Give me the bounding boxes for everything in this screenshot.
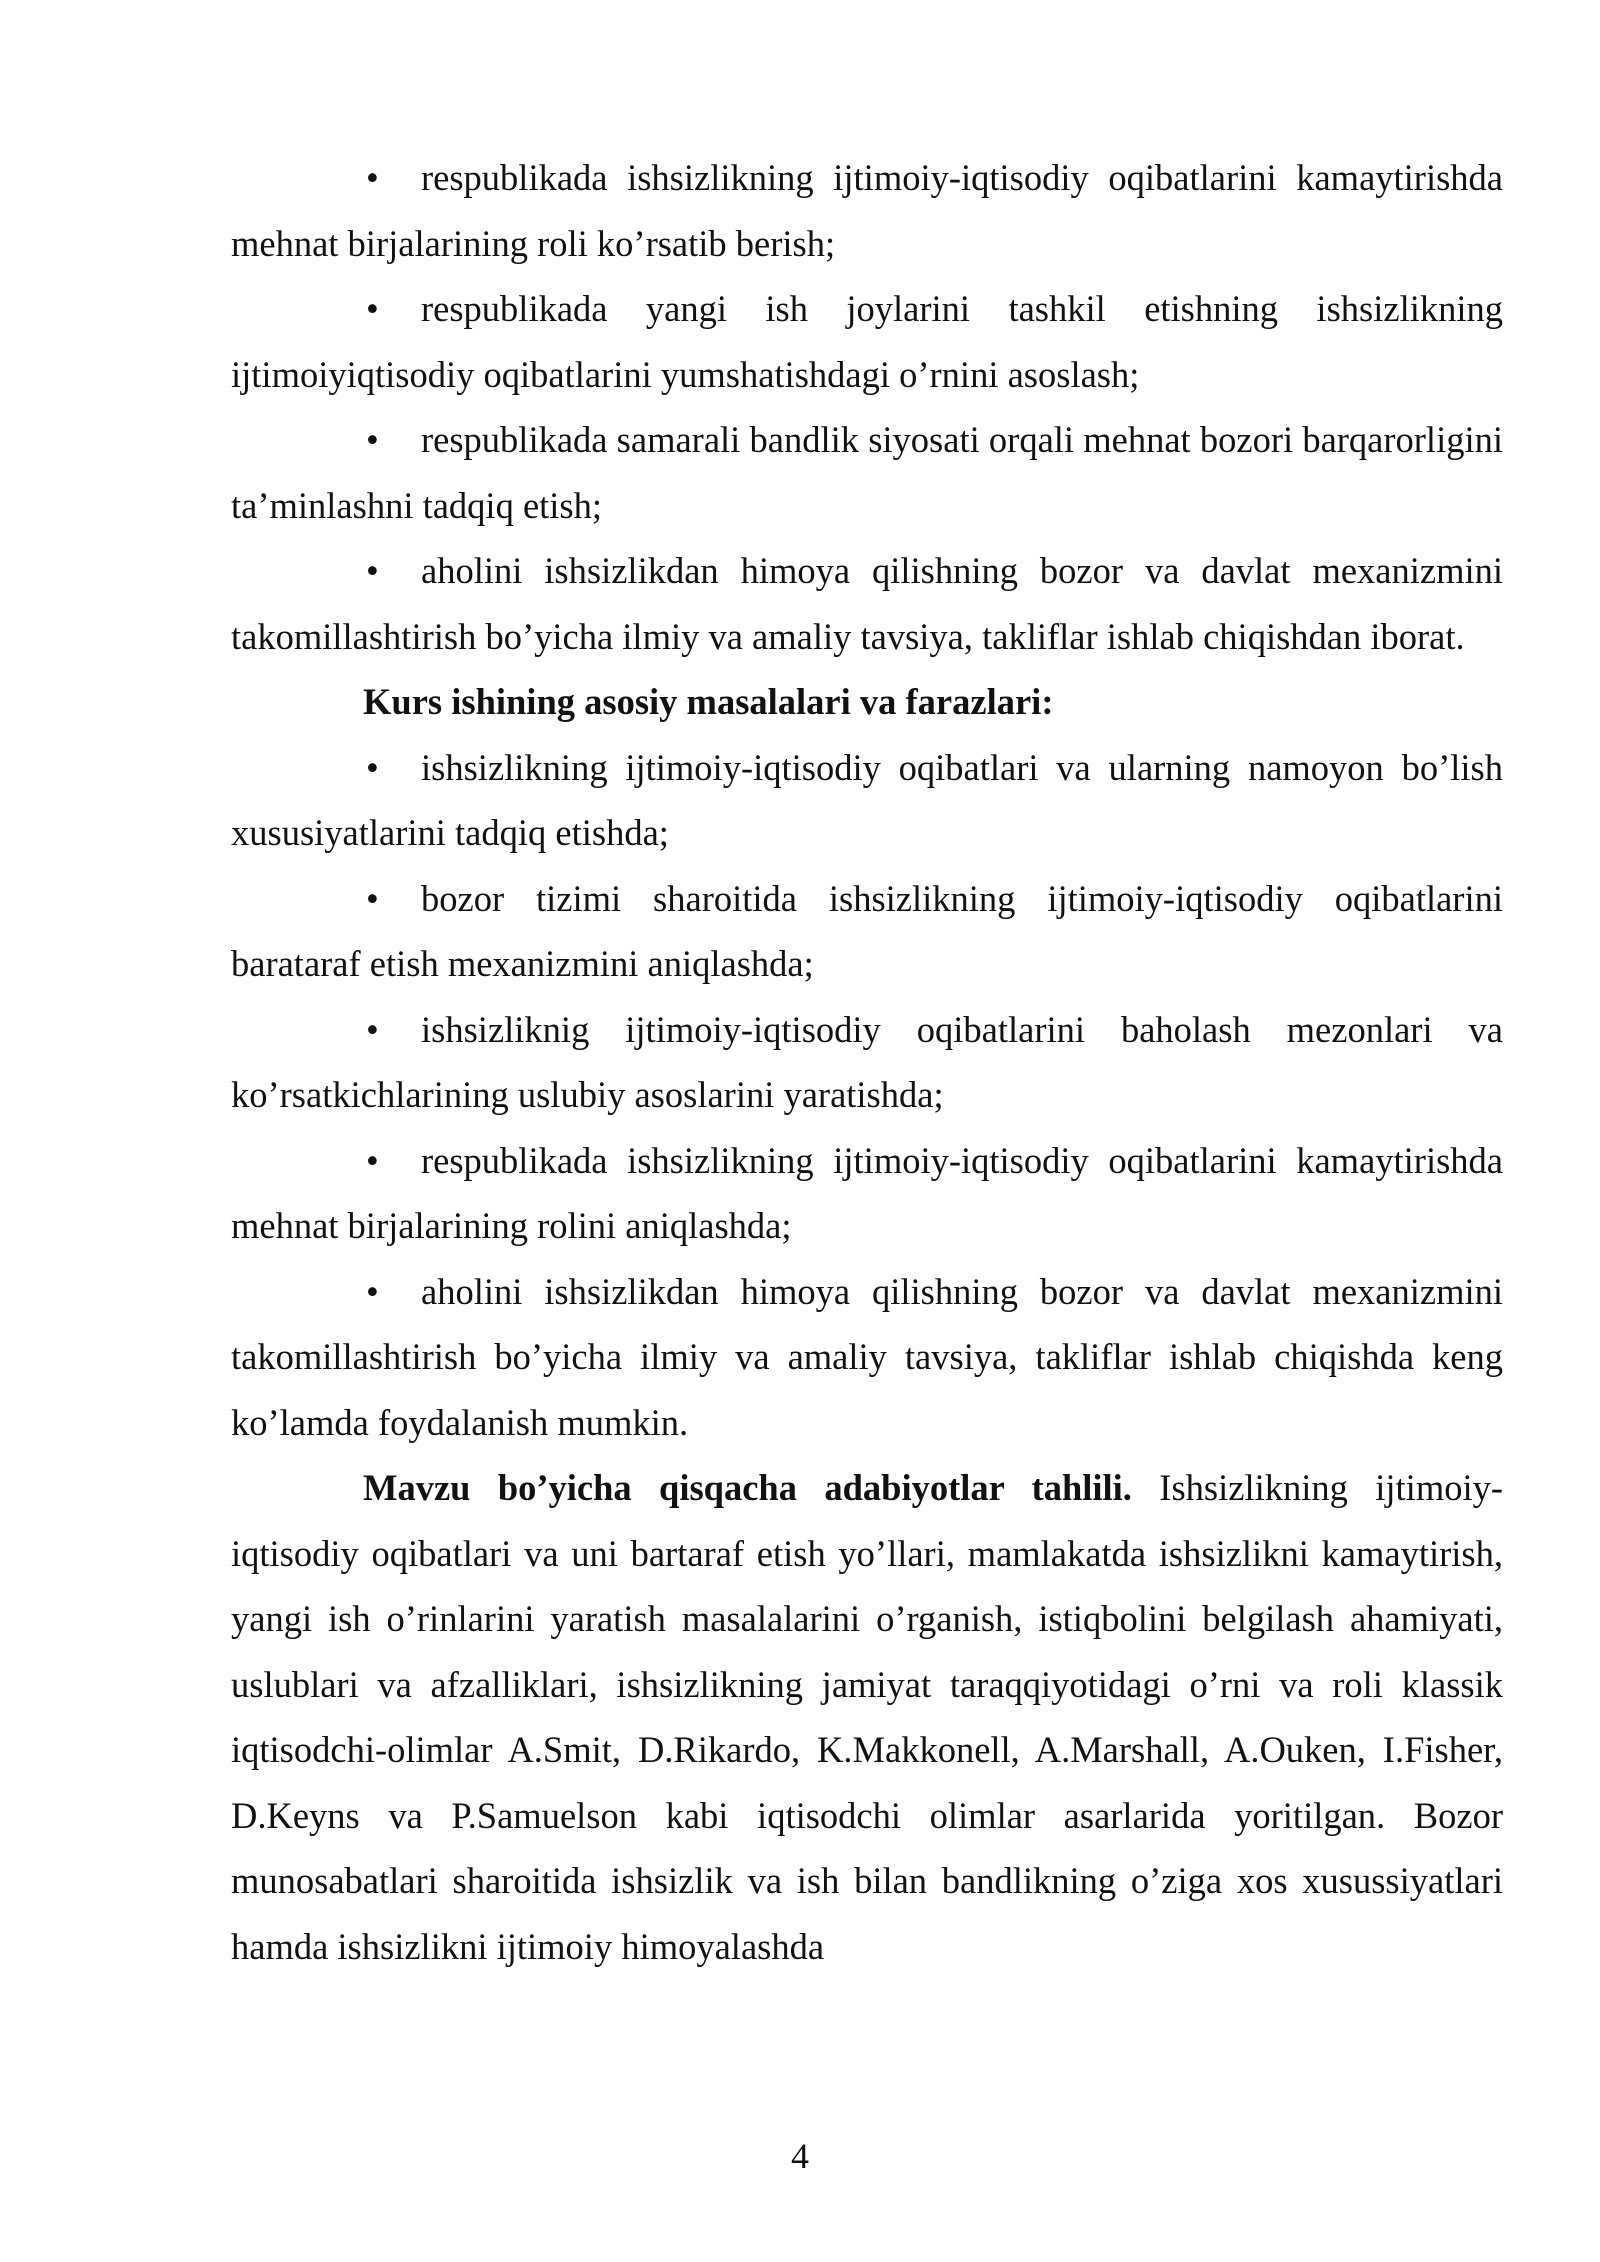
bullet-icon: •	[366, 550, 379, 591]
bullet-icon: •	[366, 288, 379, 329]
literature-review-text: Ishsizlikning ijtimoiy-iqtisodiy oqibatlari va uni bartaraf etish yo’llari, mamlakatda ishsizlikni kamaytirish, yangi ish o’rinlarini yaratish masalalarini o’rganish, istiqbolini belgilash ahamiyati, uslublari va afzalliklari, ishsizlikning jamiyat taraqqiyotidagi o’rni va roli klassik iqtisodchi-olimlar A.Smit, D.Rikardo, K.Makkonell, A.Marshall, A.Ouken, I.Fisher, D.Keyns va P.Samuelson kabi iqtisodchi olimlar asarlarida yoritilgan. Bozor munosabatlari sharoitida ishsizlik va ish bilan bandlikning o’ziga xos xusussiyatlari hamda ishsizlikni ijtimoiy himoyalashda	[231, 1467, 1503, 1967]
bullet-icon: •	[366, 1270, 379, 1312]
list-item: • respublikada samarali bandlik siyosati orqali mehnat bozori barqarorligini ta’minlashni tadqiq etish;	[231, 407, 1503, 538]
page-number: 4	[791, 2136, 809, 2176]
list-item: • ishsizlikning ijtimoiy-iqtisodiy oqibatlari va ularning namoyon bo’lish xususiyatlarini tadqiq etishda;	[231, 735, 1503, 866]
list-item: • bozor tizimi sharoitida ishsizlikning ijtimoiy-iqtisodiy oqibatlarini barataraf etish mexanizmini aniqlashda;	[231, 866, 1503, 997]
list-item: • aholini ishsizlikdan himoya qilishning bozor va davlat mexanizmini takomillashtirish bo’yicha ilmiy va amaliy tavsiya, takliflar ishlab chiqishda keng ko’lamda foydalanish mumkin.	[231, 1259, 1503, 1456]
literature-review-heading: Mavzu bo’yicha qisqacha adabiyotlar tahlili.	[363, 1467, 1132, 1508]
list-item: • aholini ishsizlikdan himoya qilishning bozor va davlat mexanizmini takomillashtirish bo’yicha ilmiy va amaliy tavsiya, takliflar ishlab chiqishdan iborat.	[231, 538, 1503, 669]
list-item: • respublikada yangi ish joylarini tashkil etishning ishsizlikning ijtimoiyiqtisodiy oqibatlarini yumshatishdagi o’rnini asoslash;	[231, 276, 1503, 407]
bullet-icon: •	[366, 877, 379, 919]
document-body	[231, 145, 1503, 1979]
list-item: • respublikada ishsizlikning ijtimoiy-iqtisodiy oqibatlarini kamaytirishda mehnat birjalarining rolini aniqlashda;	[231, 1128, 1503, 1259]
list-item: • respublikada ishsizlikning ijtimoiy-iqtisodiy oqibatlarini kamaytirishda mehnat birjalarining roli ko’rsatib berish;	[231, 145, 1503, 276]
bullet-icon: •	[366, 746, 379, 788]
list-item: • ishsizliknig ijtimoiy-iqtisodiy oqibatlarini baholash mezonlari va ko’rsatkichlarining uslubiy asoslarini yaratishda;	[231, 997, 1503, 1128]
bullet-icon: •	[366, 1139, 379, 1181]
bullet-icon: •	[366, 419, 379, 460]
bullet-icon: •	[366, 157, 379, 198]
bullet-icon: •	[366, 1008, 379, 1050]
literature-review-paragraph	[231, 1455, 1503, 1979]
bullet-list-tasks	[231, 735, 1503, 1456]
bullet-list-goals	[231, 145, 1503, 669]
section-heading-tasks: Kurs ishining asosiy masalalari va farazlari:	[363, 681, 1054, 722]
